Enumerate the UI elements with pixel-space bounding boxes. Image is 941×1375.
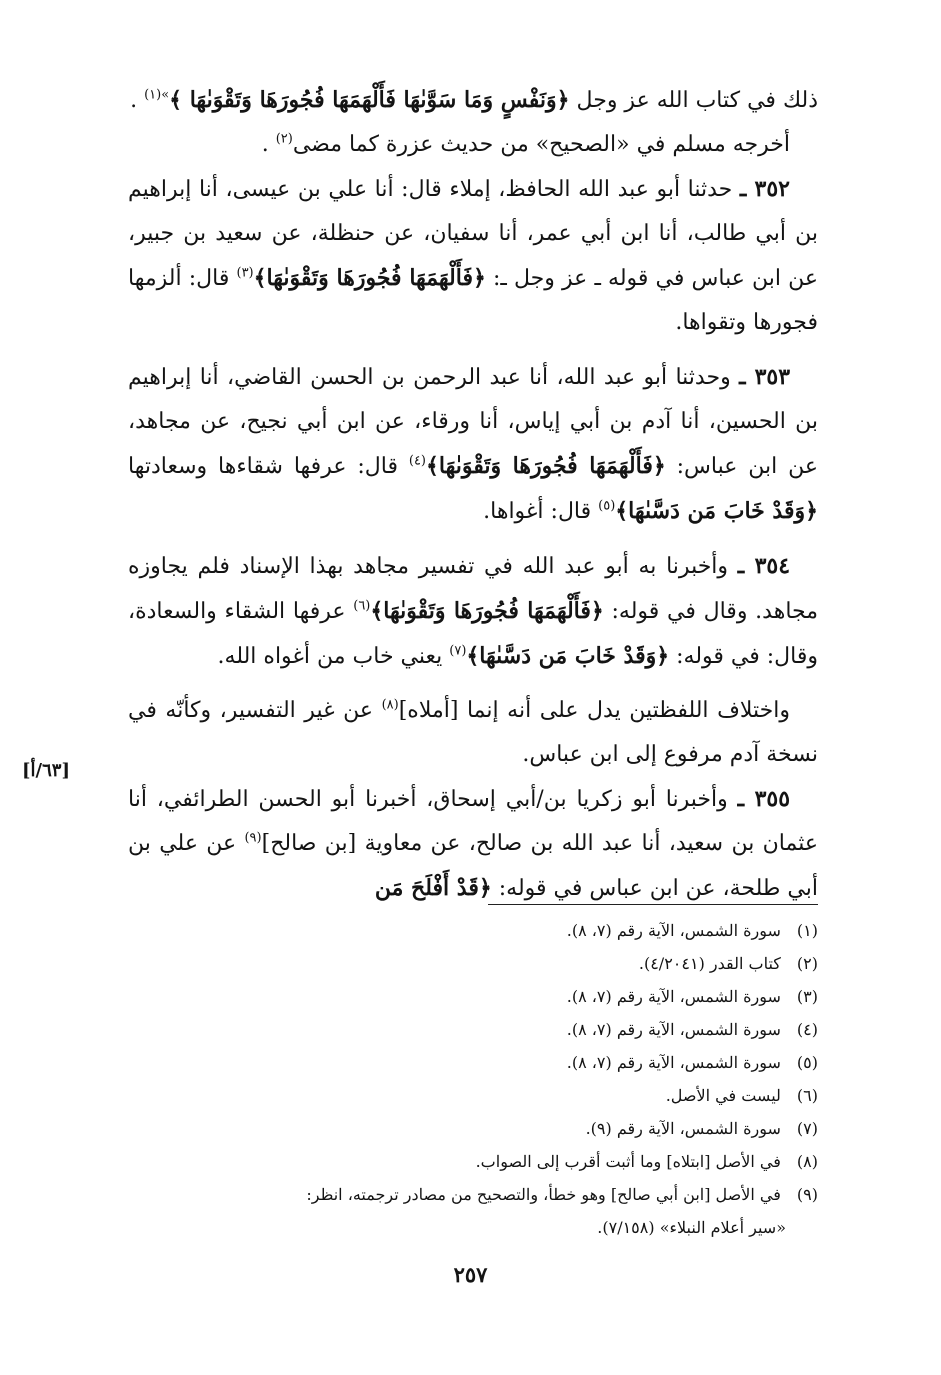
- footnote-ref[interactable]: (٢): [275, 131, 293, 147]
- quran-verse: ﴿وَقَدْ خَابَ مَن دَسَّىٰهَا﴾: [466, 643, 670, 669]
- footnote-ref[interactable]: (٨): [381, 697, 399, 713]
- footnote-ref[interactable]: (٧): [449, 643, 467, 659]
- text-run: .: [261, 132, 276, 157]
- text-run: قال: ألزمها فجورها وتقواها.: [128, 266, 818, 335]
- footnote-text: سورة الشمس، الآية رقم (٧، ٨).: [566, 987, 781, 1006]
- text-run: يعني خاب من أغواه الله.: [217, 644, 450, 669]
- text-run: قال: أغواها.: [483, 499, 599, 524]
- text-run: عن علي بن أبي طلحة، عن ابن عباس في قوله:: [128, 831, 818, 901]
- footnote-item: [128, 914, 818, 947]
- footnote-continuation: «سير أعلام النبلاء» (٧/١٥٨).: [597, 1218, 786, 1237]
- text-run: عرفها الشقاء والسعادة، وقال: في قوله:: [128, 599, 818, 669]
- text-run: وأخبرنا به أبو عبد الله في تفسير مجاهد بهذا الإسناد فلم يجاوزه مجاهد. وقال في قوله:: [128, 554, 819, 624]
- text-run: حدثنا أبو عبد الله الحافظ، إملاء قال: أنا علي بن عيسى، أنا إبراهيم بن أبي طالب، أنا ابن أبي عمر، أنا سفيان، عن حنظلة، عن سعيد بن جبير، عن ابن عباس في قوله ـ عز وجل ـ:: [128, 177, 819, 291]
- footnote-item: [128, 980, 818, 1013]
- text-run: عن غير التفسير، وكأنّه في نسخة آدم مرفوع إلى ابن عباس.: [128, 698, 818, 767]
- text-run: واختلاف اللفظتين يدل على أنه إنما [أملاه]: [398, 698, 790, 723]
- quran-verse: ﴿فَأَلْهَمَهَا فُجُورَهَا وَتَقْوَىٰهَا﴾: [253, 265, 486, 291]
- footnote-item: [128, 1046, 818, 1079]
- paragraph-352: [128, 167, 818, 345]
- footnote-text: كتاب القدر (٤/٢٠٤١).: [638, 954, 781, 973]
- paragraph-354: [128, 544, 818, 679]
- paragraph-takhrij: [128, 123, 818, 167]
- manuscript-folio-marker: [٦٣/أ]: [22, 760, 70, 781]
- hadith-number: ٣٥٣ ـ: [739, 364, 791, 390]
- paragraph-355: [128, 777, 818, 911]
- quran-verse: ﴿وَقَدْ خَابَ مَن دَسَّىٰهَا﴾: [615, 498, 818, 524]
- paragraph-353: [128, 355, 818, 534]
- footnote-ref[interactable]: »(١): [144, 87, 170, 103]
- footnote-mark: (٣): [796, 987, 818, 1006]
- footnote-item: [128, 1112, 818, 1145]
- quran-verse: ﴿وَنَفْسٍ وَمَا سَوَّىٰهَا فَأَلْهَمَهَا فُجُورَهَا وَتَقْوَىٰهَا ﴾: [169, 87, 570, 113]
- footnote-ref[interactable]: (٤): [408, 453, 426, 469]
- text-run: وأخبرنا أبو زكريا بن/أبي إسحاق، أخبرنا أبو الحسن الطرائفي، أنا عثمان بن سعيد، أنا عبد الله بن صالح، عن معاوية [بن صالح]: [128, 787, 818, 856]
- footnote-ref[interactable]: (٣): [236, 265, 254, 281]
- footnote-item: [128, 1013, 818, 1046]
- quran-verse: ﴿فَأَلْهَمَهَا فُجُورَهَا وَتَقْوَىٰهَا﴾: [370, 598, 604, 624]
- page-number: ٢٥٧: [453, 1262, 488, 1287]
- hadith-number: ٣٥٤ ـ: [737, 553, 791, 579]
- paragraph-intro: [128, 78, 818, 123]
- hadith-number: ٣٥٢ ـ: [739, 176, 790, 202]
- footnote-item: [128, 947, 818, 980]
- footnote-separator: [488, 904, 818, 905]
- footnote-mark: (٢): [796, 954, 818, 973]
- footnote-mark: (١): [796, 921, 818, 940]
- footnote-text: في الأصل [ابن أبي صالح] وهو خطأ، والتصحيح من مصادر ترجمته، انظر:: [306, 1185, 781, 1204]
- main-text: [128, 78, 818, 911]
- footnote-mark: (٥): [796, 1053, 818, 1072]
- footnote-ref[interactable]: (٩): [244, 830, 262, 846]
- text-run: .: [130, 88, 145, 113]
- footnote-ref[interactable]: (٥): [598, 498, 616, 514]
- footnote-ref[interactable]: (٦): [353, 598, 371, 614]
- footnote-mark: (٧): [796, 1119, 818, 1138]
- footnote-text: سورة الشمس، الآية رقم (٧، ٨).: [566, 1020, 781, 1039]
- footnote-mark: (٩): [796, 1185, 818, 1204]
- footnote-mark: (٦): [796, 1086, 818, 1105]
- hadith-number: ٣٥٥ ـ: [737, 786, 791, 812]
- footnotes: [128, 914, 818, 1244]
- footnote-text: سورة الشمس، الآية رقم (٩).: [585, 1119, 781, 1138]
- text-run: وحدثنا أبو عبد الله، أنا عبد الرحمن بن الحسن القاضي، أنا إبراهيم بن الحسين، أنا آدم بن أبي إياس، أنا ورقاء، عن ابن أبي نجيح، عن مجاهد، عن ابن عباس:: [128, 365, 818, 479]
- text-run: قال: عرفها شقاءها وسعادتها: [128, 454, 409, 479]
- quran-verse: ﴿قَدْ أَفْلَحَ مَن: [374, 875, 492, 901]
- footnote-text: سورة الشمس، الآية رقم (٧، ٨).: [566, 1053, 781, 1072]
- footnote-text: في الأصل [ابتلاه] وما أثبت أقرب إلى الصواب.: [475, 1152, 781, 1171]
- quran-verse: ﴿فَأَلْهَمَهَا فُجُورَهَا وَتَقْوَىٰهَا﴾: [426, 453, 666, 479]
- footnote-text: ليست في الأصل.: [665, 1086, 781, 1105]
- footnote-mark: (٤): [796, 1020, 818, 1039]
- footnote-item: [128, 1178, 818, 1211]
- paragraph-ikhtilaf: [128, 689, 818, 777]
- footnote-mark: (٨): [796, 1152, 818, 1171]
- text-run: ذلك في كتاب الله عز وجل: [569, 88, 818, 113]
- footnote-text: سورة الشمس، الآية رقم (٧، ٨).: [566, 921, 781, 940]
- text-run: أخرجه مسلم في «الصحيح» من حديث عزرة كما مضى: [292, 132, 790, 157]
- footnote-item: [128, 1145, 818, 1178]
- footnote-item: [128, 1079, 818, 1112]
